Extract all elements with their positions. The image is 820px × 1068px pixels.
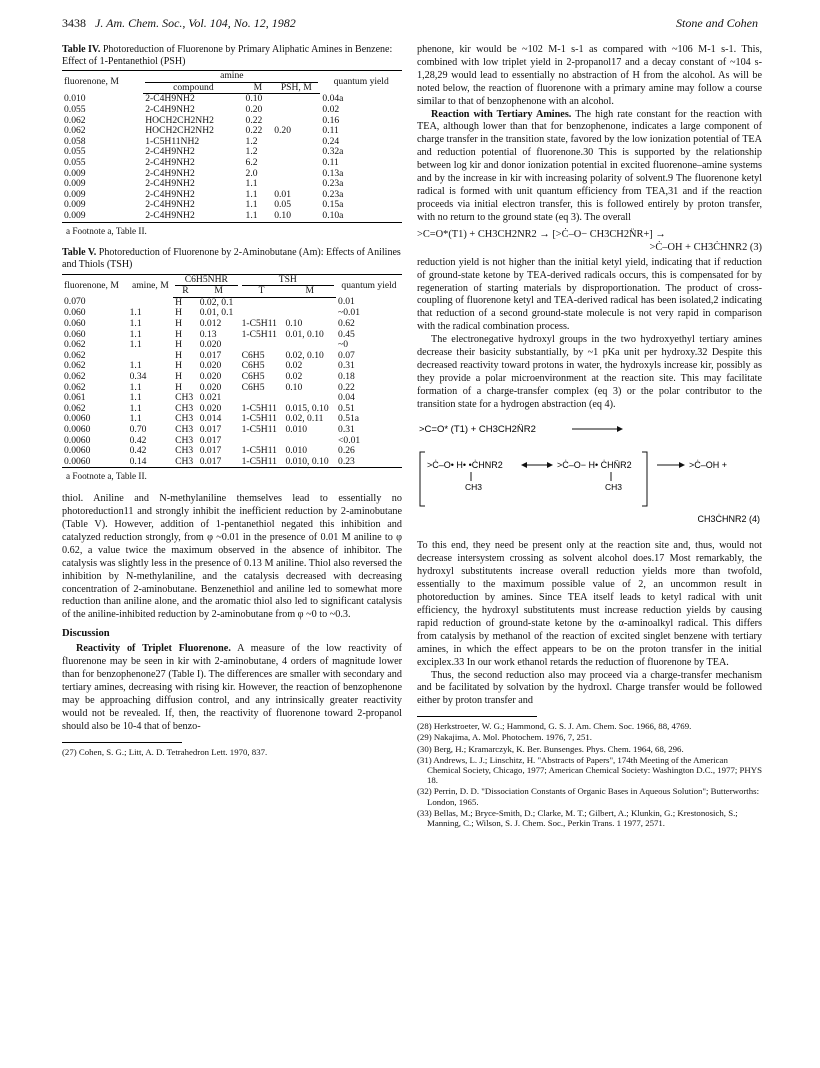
cell-thiol-m: 0.02	[285, 370, 303, 382]
table-row	[62, 372, 402, 383]
table5-header-m1: M	[198, 286, 240, 297]
table5-caption	[62, 247, 402, 270]
cell-fluorenone: 0.062	[64, 402, 86, 414]
cell-quantum-yield: 0.23a	[322, 188, 344, 200]
table5	[62, 274, 402, 469]
cell-fluorenone: 0.062	[64, 381, 86, 393]
reference-item: (30) Berg, H.; Kramarczyk, K. Ber. Bunsenges. Phys. Chem. 1964, 68, 296.	[417, 743, 684, 754]
cell-aniline-m: 0.017	[199, 445, 222, 457]
cell-psh	[272, 158, 320, 169]
cell-quantum-yield: 0.02	[322, 103, 340, 115]
cell-aniline-m: 0.020	[199, 381, 222, 393]
cell-quantum-yield: 0.24	[322, 135, 340, 147]
cell-psh	[272, 147, 320, 158]
table-row	[62, 137, 402, 148]
cell-thiol-m	[283, 297, 336, 308]
equation-4-diagram	[417, 418, 762, 530]
table-row	[62, 179, 402, 190]
cell-amine: 1.1	[129, 392, 142, 404]
cell-amine-m: 1.1	[245, 188, 258, 200]
reference-item: (33) Bellas, M.; Bryce-Smith, D.; Clarke, M. T.; Gilbert, A.; Klunkin, G.; Krestonosich, S.; Manning, C.; Wilson, S. J. Chem. Soc., Perkin Trans. 1 1977, 2571.	[417, 807, 738, 829]
table5-body	[62, 297, 402, 468]
cell-quantum-yield: <0.01	[338, 434, 361, 446]
cell-aniline-m: 0.012	[199, 317, 222, 329]
cell-thiol-m: 0.010	[285, 445, 308, 457]
cell-compound: 2-C4H9NH2	[145, 188, 195, 200]
cell-fluorenone: 0.009	[64, 188, 86, 200]
cell-aniline-m: 0.01, 0.1	[199, 307, 234, 319]
eq4-arrowhead-1	[617, 426, 623, 432]
cell-amine-m: 1.1	[245, 199, 258, 211]
cell-compound: 2-C4H9NH2	[145, 178, 195, 190]
cell-thiol-t: 1-C5H11	[241, 445, 277, 457]
left-references	[62, 747, 402, 757]
cell-fluorenone: 0.055	[64, 146, 86, 158]
cell-amine-m: 0.22	[245, 114, 263, 126]
table5-header-m2: M	[283, 286, 336, 297]
right-paragraph-3: reduction yield is not higher than the initial ketyl yield, indicating that if reduction of ground-state ketone by TEA-derived radicals occurs, this is compensated for by regeneration of starting materials by disproportionation. The product of cross-coupling of fluorenone ketyl and TEA-derived radical has been isolated,2 indicating that reduction of a second ground-state molecule is not very rapid in comparison with the radical combination process.	[417, 256, 762, 333]
cell-amine: 1.1	[129, 328, 142, 340]
table-row	[62, 457, 402, 468]
eq4-products: >Ċ–OH +	[689, 459, 728, 470]
cell-thiol-t: 1-C5H11	[241, 328, 277, 340]
cell-amine-m: 0.10	[245, 93, 263, 105]
table-row	[62, 330, 402, 341]
right-paragraph-6: Thus, the second reduction also may proceed via a charge-transfer mechanism and be facilitated by solvation by the hydroxl. Charge transfer would be followed either by proton transfer and	[417, 669, 762, 707]
cell-fluorenone: 0.070	[64, 296, 86, 308]
reference-item: (28) Herkstroeter, W. G.; Hammond, G. S. J. Am. Chem. Soc. 1966, 88, 4769.	[417, 721, 692, 732]
cell-fluorenone: 0.009	[64, 167, 86, 179]
runin-tertiary-amines: Reaction with Tertiary Amines.	[431, 108, 572, 120]
cell-quantum-yield: 0.32a	[322, 146, 344, 158]
cell-fluorenone: 0.058	[64, 135, 86, 147]
cell-r: H	[175, 307, 182, 319]
cell-aniline-m: 0.017	[199, 423, 222, 435]
cell-thiol-t: 1-C5H11	[240, 457, 284, 468]
cell-quantum-yield: ~0	[338, 339, 349, 351]
cell-quantum-yield: 0.31	[338, 423, 355, 435]
cell-aniline-m: 0.021	[199, 392, 222, 404]
cell-quantum-yield: 0.04a	[322, 92, 344, 104]
cell-thiol-t: C6H5	[241, 381, 265, 393]
cell-r: H	[175, 360, 182, 372]
cell-thiol-t: C6H5	[241, 370, 265, 382]
cell-quantum-yield: 0.51a	[338, 413, 360, 425]
cell-fluorenone: 0.009	[64, 199, 86, 211]
cell-quantum-yield: 0.51	[338, 402, 355, 414]
runin-triplet-fluorenone: Reactivity of Triplet Fluorenone.	[76, 643, 231, 655]
cell-aniline-m: 0.020	[199, 370, 222, 382]
cell-compound: HOCH2CH2NH2	[145, 114, 214, 126]
cell-aniline-m: 0.02, 0.1	[199, 296, 234, 308]
cell-fluorenone: 0.009	[64, 178, 86, 190]
table5-header-amine: amine, M	[128, 274, 173, 297]
cell-quantum-yield: 0.10a	[320, 211, 402, 222]
table5-header-r: R	[173, 286, 198, 297]
table4-footnote: a Footnote a, Table II.	[66, 225, 147, 236]
cell-r: H	[175, 381, 182, 393]
cell-thiol-t: C6H5	[241, 360, 265, 372]
cell-thiol-m: 0.02, 0.11	[285, 413, 324, 425]
table5-header-thiol: TSH	[240, 274, 336, 286]
eq4-final-product: CH3ĊHNR2 (4)	[697, 513, 760, 524]
right-paragraph-1: phenone, kir would be ~102 M-1 s-1 as compared with ~106 M-1 s-1. This, combined with low triplet yield in 2-propanol17 and a decay constant of ~104 s-1,28,29 would lead to essentially no abstraction of H from the alcohol. As will be noted below, the reaction of fluorenone with a primary amine may follow a course similar to that of benzophenone with an alcohol.	[417, 44, 762, 107]
table4-caption-text: Photoreduction of Fluorenone by Primary Aliphatic Amines in Benzene: Effect of 1-Pentanethiol (PSH)	[62, 44, 393, 67]
cell-aniline-m: 0.014	[199, 413, 222, 425]
cell-quantum-yield: ~0.01	[338, 307, 360, 319]
cell-quantum-yield: 0.15a	[322, 199, 344, 211]
journal-citation: J. Am. Chem. Soc., Vol. 104, No. 12, 1982	[95, 16, 296, 30]
cell-fluorenone: 0.055	[64, 103, 86, 115]
cell-psh	[272, 137, 320, 148]
equation-3-line-2: >Ċ–OH + CH3ĊHNR2 (3)	[649, 241, 762, 253]
left-paragraph-2-text: A measure of the low reactivity of fluorenone may be seen in kir with 2-aminobutane, 4 orders of magnitude lower than for benzophenone27 (Table I). The differences are smaller with secondary and tertiary amines, decreasing with rising kir. However, the reaction of benzophenone may be approaching diffusion control, and any intrinsically greater reactivity would not be revealed. If, then, the reactivity of fluorenone toward 2-propanol should also be 10-4 that of benzo-	[62, 643, 402, 732]
table4	[62, 70, 402, 222]
cell-fluorenone: 0.060	[64, 317, 86, 329]
eq4-arrowhead-2	[521, 462, 527, 468]
cell-thiol-m: 0.10	[285, 381, 303, 393]
cell-quantum-yield: 0.26	[338, 445, 355, 457]
cell-thiol-m: 0.10	[285, 317, 303, 329]
right-paragraph-4: The electronegative hydroxyl groups in the two hydroxyethyl tertiary amines decrease their basicity substantially, by ~1 pKa unit per hydroxy.32 Despite this decreased reactivity toward protons in water, the hydroxyls increase kir, possibly as they provide a polar microenvironment at the reaction site. This may facilitate formation of a charge-transfer complex (eq 3) or the polar contributor to the transition state for a hydrogen abstraction (eq 4).	[417, 334, 762, 410]
cell-fluorenone: 0.061	[64, 392, 86, 404]
cell-r: CH3	[175, 434, 194, 446]
cell-amine: 0.14	[128, 457, 173, 468]
table5-label: Table V.	[62, 247, 97, 259]
table-row	[62, 158, 402, 169]
table5-header-fluorenone: fluorenone, M	[62, 274, 128, 297]
right-paragraph-2-text: The high rate constant for the reaction with TEA, although lower than that for benzophenone, indicates a large component of charge transfer in the transition state, favored by the low ionization potential of TEA and reduction potential of fluorenone.30 This is supported by the relationship between log kir and donor ionization potential in excited fluorenone–amine systems and by the increase in kir with increasing polarity of solvent.9 The fluorenone ketyl radical is formed with unit quantum efficiency from TEA,31 and if the reaction proceeds via initial electron transfer, this is followed entirely by proton transfer, with no return to the ground state (eq 3). The overall	[417, 108, 762, 223]
table4-caption	[62, 44, 402, 67]
cell-fluorenone: 0.062	[64, 125, 86, 137]
table4-body	[62, 94, 402, 222]
page-number-and-journal	[62, 16, 296, 31]
table-row	[62, 190, 402, 201]
reference-item: (32) Perrin, D. D. "Dissociation Constants of Organic Bases in Aqueous Solution"; Butterworths: London, 1965.	[417, 786, 760, 807]
cell-amine: 1.1	[129, 413, 142, 425]
right-references	[417, 721, 762, 828]
table-row	[62, 200, 402, 211]
left-column	[62, 44, 402, 758]
cell-thiol-m: 0.01, 0.10	[285, 328, 324, 340]
cell-amine-m: 6.2	[245, 156, 258, 168]
cell-fluorenone: 0.0060	[64, 445, 91, 457]
cell-psh: 0.10	[272, 211, 320, 222]
cell-r: CH3	[175, 423, 194, 435]
cell-quantum-yield: 0.01	[338, 296, 355, 308]
eq4-reactants: >C=O* (T1) + CH3CH2N̈R2	[419, 423, 536, 435]
table4-label: Table IV.	[62, 44, 101, 55]
cell-compound: 2-C4H9NH2	[145, 146, 195, 158]
table4-header-fluorenone: fluorenone, M	[62, 71, 143, 94]
cell-r: CH3	[175, 402, 194, 414]
cell-quantum-yield: 0.23a	[322, 178, 344, 190]
table5-header-qy: quantum yield	[336, 274, 402, 297]
footnote-rule	[62, 742, 182, 743]
cell-r: CH3	[173, 457, 198, 468]
cell-r: CH3	[175, 445, 194, 457]
cell-quantum-yield: 0.11	[322, 125, 339, 137]
cell-compound: 2-C4H9NH2	[145, 93, 195, 105]
footnote-rule-right	[417, 716, 537, 717]
table4-header-psh: PSH, M	[272, 83, 320, 94]
cell-fluorenone: 0.0060	[64, 434, 91, 446]
cell-compound: 2-C4H9NH2	[143, 211, 243, 222]
cell-psh: 0.05	[274, 199, 292, 211]
table-row	[62, 94, 402, 105]
cell-amine: 0.42	[129, 445, 147, 457]
table-row	[62, 319, 402, 330]
table4-header-qy: quantum yield	[320, 71, 402, 94]
left-paragraph-2	[62, 643, 402, 733]
table-row	[62, 169, 402, 180]
eq4-radical-pair: >Ċ–O• H• •ĊHNR2	[427, 459, 503, 470]
cell-amine-m: 0.22	[245, 125, 263, 137]
cell-quantum-yield: 0.07	[338, 349, 355, 361]
cell-thiol-t	[240, 297, 284, 308]
eq4-arrowhead-4	[679, 462, 685, 468]
cell-amine-m: 1.1	[244, 211, 273, 222]
cell-r: H	[175, 339, 182, 351]
cell-r: H	[175, 370, 182, 382]
table-row	[62, 126, 402, 137]
cell-r: H	[175, 349, 182, 361]
reference-27: (27) Cohen, S. G.; Litt, A. D. Tetrahedron Lett. 1970, 837.	[62, 746, 268, 757]
cell-quantum-yield: 0.31	[338, 360, 355, 372]
cell-aniline-m: 0.020	[199, 402, 222, 414]
cell-fluorenone: 0.0060	[62, 457, 128, 468]
cell-quantum-yield: 0.62	[338, 317, 355, 329]
cell-amine-m: 2.0	[245, 167, 258, 179]
cell-r: H	[175, 328, 182, 340]
cell-compound: 1-C5H11NH2	[145, 135, 200, 147]
cell-fluorenone: 0.009	[62, 211, 143, 222]
right-paragraph-5: To this end, they need be present only at the reaction site and, thus, would not decrease intersystem crossing as solvent alcohol does.17 Most remarkably, the hydroxyl substitutents increase overall reduction yields more than twofold, essentially to the maximum possible value of 2, an uncommon result in photoreduction by amines. Since TEA itself leads to ketyl radical with unit efficiency, the hydroxyl substitutents must increase reduction yields by causing rapid reduction of ground-state ketone by the α-aminoalkyl radical. This differs from catalysis by methanol of the reaction of excited singlet benzene with tertiary amines, in which the effect appears to be on the proton transfer in the initial exciplex.33 In our work ethanol retards the reduction of fluorenone by TEA.	[417, 540, 762, 668]
cell-amine: 0.70	[129, 423, 147, 435]
eq4-ch3-2: CH3	[605, 481, 623, 492]
cell-fluorenone: 0.062	[64, 370, 86, 382]
cell-amine: 0.34	[129, 370, 147, 382]
left-paragraph-1: thiol. Aniline and N-methylaniline themselves lead to essentially no photoreduction11 and strongly inhibit the inefficient reduction by 2-aminobutane (Table V). However, addition of 1-pentanethiol negated this inhibition and catalyzed reduction strongly, from φ ~0.01 in the presence of 0.01 M aniline to φ 0.62, a value twice the maximum observed in the absence of inhibitor. The catalysis was slightly less in the presence of 0.13 M aniline. Thiol also reversed the inhibition by N-methylaniline, and the catalysis decreased with decreasing concentration of 2-aminobutane. Benzenethiol and aniline led to somewhat more reduction than aniline alone, and the aromatic thiol also led to significant catalysis of the aniline-inhibited reduction by 2-aminobutane from φ ~0 to ~0.3.	[62, 493, 402, 621]
table5-caption-text: Photoreduction of Fluorenone by 2-Aminobutane (Am): Effects of Anilines and Thiols (TSH)	[62, 247, 401, 270]
table-row	[62, 211, 402, 222]
cell-fluorenone: 0.062	[64, 114, 86, 126]
table4-header-compound: compound	[143, 83, 243, 94]
right-column	[417, 44, 762, 829]
author-names: Stone and Cohen	[676, 16, 758, 30]
cell-compound: 2-C4H9NH2	[145, 167, 195, 179]
discussion-heading: Discussion	[62, 628, 110, 640]
cell-psh	[272, 105, 320, 116]
reference-item: (29) Nakajima, A. Mol. Photochem. 1976, 7, 251.	[417, 732, 592, 743]
table-row	[62, 147, 402, 158]
cell-thiol-m: 0.010	[285, 423, 308, 435]
cell-amine-m: 1.1	[245, 178, 258, 190]
cell-amine: 1.1	[129, 307, 142, 319]
equation-3	[417, 228, 762, 254]
cell-quantum-yield: 0.13a	[322, 167, 344, 179]
cell-amine: 1.1	[129, 381, 142, 393]
page-number: 3438	[62, 16, 86, 30]
cell-thiol-m: 0.010, 0.10	[283, 457, 336, 468]
right-paragraph-2	[417, 109, 762, 225]
cell-thiol-t: 1-C5H11	[241, 402, 277, 414]
table-row	[62, 116, 402, 127]
cell-psh	[272, 169, 320, 180]
cell-psh: 0.20	[274, 125, 292, 137]
cell-quantum-yield: 0.45	[338, 328, 355, 340]
cell-fluorenone: 0.010	[64, 92, 86, 104]
cell-thiol-t: 1-C5H11	[241, 413, 277, 425]
cell-amine-m: 0.20	[245, 103, 263, 115]
table5-header-t: T	[240, 286, 284, 297]
cell-amine: 1.1	[129, 402, 142, 414]
cell-fluorenone: 0.0060	[64, 413, 91, 425]
cell-psh: 0.01	[274, 188, 292, 200]
reference-item: (31) Andrews, L. J.; Linschitz, H. "Abstracts of Papers", 174th Meeting of the American Chemical Society, Chicago, 1977; American Chemical Society: Washington D.C., 1977; PHYS 18.	[417, 754, 762, 786]
cell-aniline-m: 0.020	[199, 339, 222, 351]
cell-amine: 1.1	[129, 317, 142, 329]
cell-r: CH3	[175, 413, 194, 425]
cell-fluorenone: 0.060	[64, 328, 86, 340]
table5-footnote: a Footnote a, Table II.	[66, 471, 147, 482]
cell-thiol-m: 0.02	[285, 360, 303, 372]
cell-quantum-yield: 0.04	[338, 392, 355, 404]
eq4-polar-contributor: >Ċ–O− H• ĊHN̈R2	[557, 459, 632, 470]
cell-thiol-m: 0.02, 0.10	[285, 349, 324, 361]
cell-amine: 0.42	[129, 434, 147, 446]
cell-quantum-yield: 0.11	[322, 156, 339, 168]
cell-quantum-yield: 0.18	[338, 370, 355, 382]
cell-compound: 2-C4H9NH2	[145, 156, 195, 168]
cell-fluorenone: 0.062	[64, 349, 86, 361]
cell-r: CH3	[175, 392, 194, 404]
eq4-bracket-left	[420, 452, 425, 506]
table-row	[62, 425, 402, 436]
table5-header-aniline: C6H5NHR	[173, 274, 240, 286]
eq4-ch3-1: CH3	[465, 481, 483, 492]
cell-aniline-m: 0.017	[198, 457, 240, 468]
cell-r: H	[175, 317, 182, 329]
eq4-bracket-right	[642, 452, 647, 506]
cell-aniline-m: 0.017	[199, 349, 222, 361]
cell-thiol-m: 0.015, 0.10	[285, 402, 329, 414]
cell-quantum-yield: 0.23	[336, 457, 402, 468]
cell-fluorenone: 0.060	[64, 307, 86, 319]
cell-amine: 1.1	[129, 360, 142, 372]
table4-header-amine: amine	[143, 71, 320, 83]
cell-amine: 1.1	[129, 339, 142, 351]
table-row	[62, 105, 402, 116]
cell-psh	[272, 94, 320, 105]
cell-compound: 2-C4H9NH2	[145, 103, 195, 115]
eq4-arrowhead-3	[547, 462, 553, 468]
cell-fluorenone: 0.062	[64, 339, 86, 351]
equation-3-line-1: >C=O*(T1) + CH3CH2NR2 → [>Ċ–O− CH3CH2N̈R+] →	[417, 228, 666, 240]
table4-header-m: M	[244, 83, 273, 94]
cell-compound: HOCH2CH2NH2	[145, 125, 214, 137]
cell-amine-m: 1.2	[245, 146, 258, 158]
cell-quantum-yield: 0.22	[338, 381, 355, 393]
cell-amine-m: 1.2	[245, 135, 258, 147]
cell-fluorenone: 0.055	[64, 156, 86, 168]
cell-quantum-yield: 0.16	[322, 114, 340, 126]
cell-thiol-t: C6H5	[241, 349, 265, 361]
cell-compound: 2-C4H9NH2	[145, 199, 195, 211]
cell-thiol-t: 1-C5H11	[241, 423, 277, 435]
cell-aniline-m: 0.13	[199, 328, 217, 340]
cell-fluorenone: 0.062	[64, 360, 86, 372]
equation-4-scheme	[417, 418, 762, 535]
cell-aniline-m: 0.020	[199, 360, 222, 372]
cell-aniline-m: 0.017	[199, 434, 222, 446]
cell-fluorenone: 0.0060	[64, 423, 91, 435]
cell-thiol-t: 1-C5H11	[241, 317, 277, 329]
cell-r: H	[175, 296, 182, 308]
